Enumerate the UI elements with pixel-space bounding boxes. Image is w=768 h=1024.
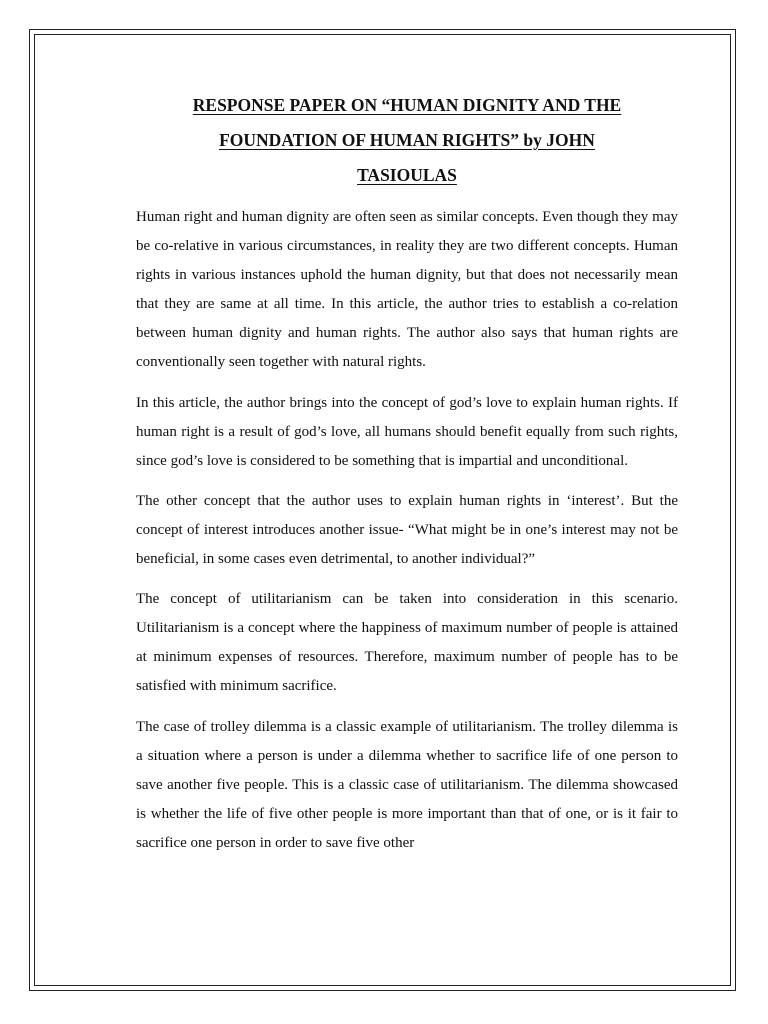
document-title — [136, 88, 678, 193]
paragraph-trolley-dilemma: The case of trolley dilemma is a classic example of utilitarianism. The trolley dilemma is a situation where a person is under a dilemma whether to sacrifice life of one person to save another five people. This is a classic case of utilitarianism. The dilemma showcased is whether the life of five other people is more important than that of one, or is it fair to sacrifice one person in order to save five other — [136, 718, 678, 851]
paragraph-gods-love: In this article, the author brings into the concept of god’s love to explain human rights. If human right is a result of god’s love, all humans should benefit equally from such rights, since god’s love is considered to be something that is impartial and unconditional. — [136, 394, 678, 469]
title-line-3: TASIOULAS — [357, 165, 457, 185]
paragraph-intro: Human right and human dignity are often seen as similar concepts. Even though they may be co-relative in various circumstances, in reality they are two different concepts. Human rights in various instances uphold the human dignity, but that does not necessarily mean that they are same at all time. In this article, the author tries to establish a co-relation between human dignity and human rights. The author also says that human rights are conventionally seen together with natural rights. — [136, 209, 678, 371]
document-page — [136, 88, 678, 869]
title-line-2: FOUNDATION OF HUMAN RIGHTS” by JOHN — [219, 130, 595, 150]
paragraph-interest: The other concept that the author uses to explain human rights in ‘interest’. But the concept of interest introduces another issue- “What might be in one’s interest may not be beneficial, in some cases even detrimental, to another individual?” — [136, 492, 678, 568]
title-line-1: RESPONSE PAPER ON “HUMAN DIGNITY AND THE — [192, 95, 622, 115]
paragraph-utilitarianism: The concept of utilitarianism can be taken into consideration in this scenario. Utilitarianism is a concept where the happiness of maximum number of people is attained at minimum expenses of resources. Therefore, maximum number of people has to be satisfied with minimum sacrifice. — [136, 591, 678, 695]
